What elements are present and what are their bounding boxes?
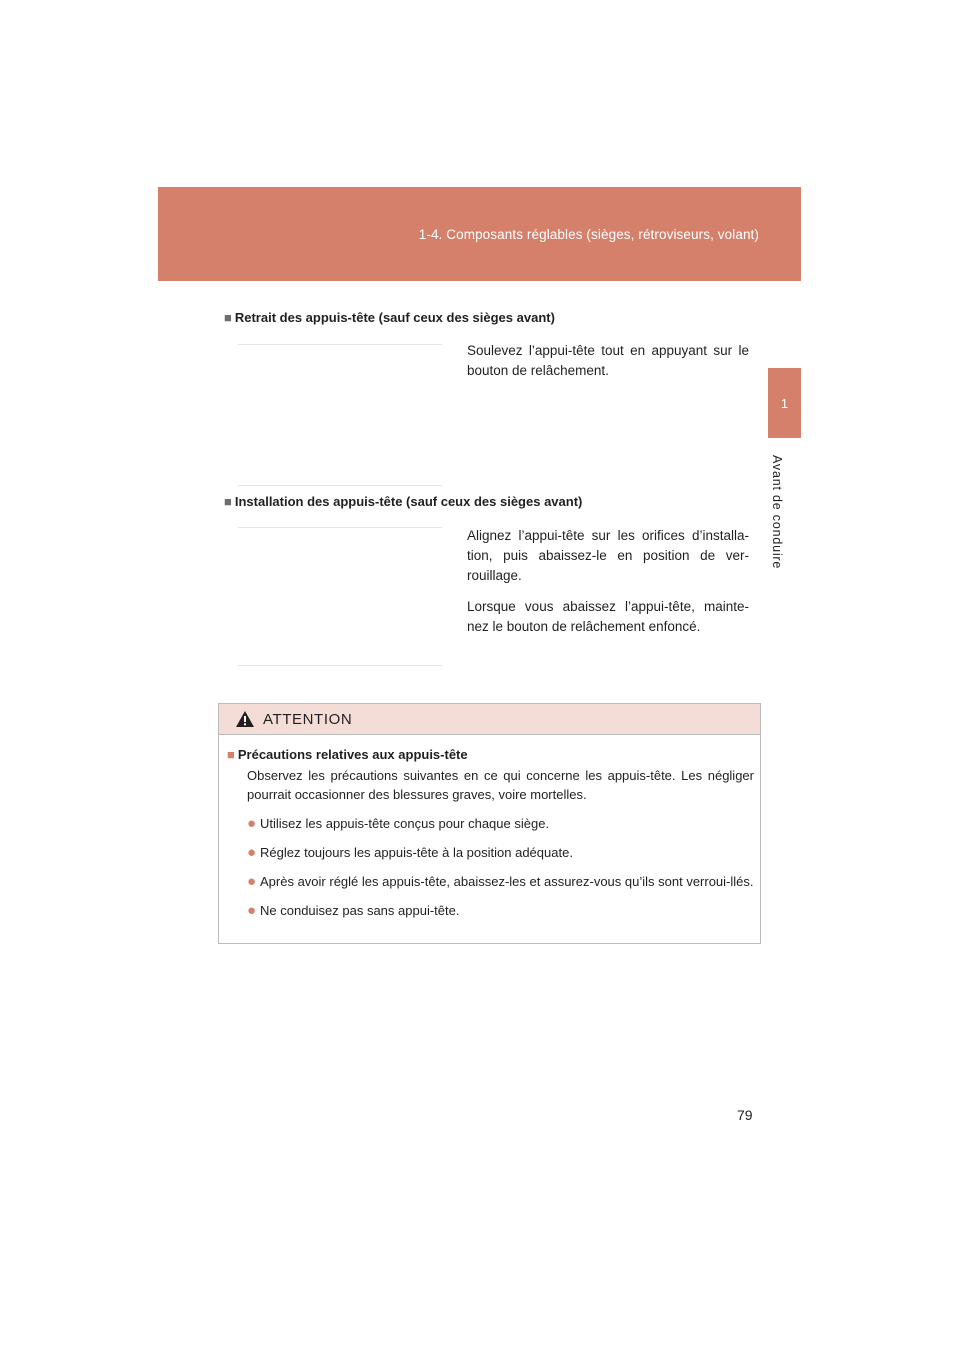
header-band (158, 187, 801, 281)
figure-rule (238, 344, 442, 345)
warning-triangle-icon (235, 710, 255, 728)
section-heading-installation (224, 494, 582, 509)
section-marker: ■ (224, 494, 232, 509)
attention-title: ATTENTION (263, 710, 353, 728)
bullet-item (247, 843, 754, 862)
bullet-item (247, 901, 754, 920)
bullet-icon: ● (247, 844, 257, 861)
paragraph: Alignez l’appui-tête sur les orifices d’installa-tion, puis abaissez-le en position de ver-rouillage. (467, 528, 749, 583)
page-number: 79 (737, 1107, 753, 1123)
bullet-text: Après avoir réglé les appuis-tête, abaissez-les et assurez-vous qu’ils sont verroui-llés. (260, 874, 754, 889)
removal-instructions (467, 341, 749, 392)
attention-box (218, 703, 761, 944)
bullet-text: Réglez toujours les appuis-tête à la position adéquate. (260, 845, 573, 860)
bullet-item (247, 872, 754, 891)
bullet-icon: ● (247, 873, 257, 890)
attention-intro: Observez les précautions suivantes en ce qui concerne les appuis-tête. Les négliger pourrait occasionner des blessures graves, voire mortelles. (247, 768, 754, 802)
section-marker: ■ (224, 310, 232, 325)
chapter-tab (768, 368, 801, 438)
attention-subheading (227, 747, 754, 762)
bullet-text: Ne conduisez pas sans appui-tête. (260, 903, 460, 918)
subheading-marker: ■ (227, 747, 235, 762)
figure-rule (238, 665, 442, 666)
subheading-text: Précautions relatives aux appuis-tête (237, 747, 468, 762)
installation-instructions (467, 526, 749, 648)
attention-header (219, 704, 760, 735)
figure-rule (238, 527, 442, 528)
bullet-item (247, 814, 754, 833)
attention-body (219, 735, 760, 920)
chapter-number: 1 (780, 395, 789, 411)
bullet-icon: ● (247, 902, 257, 919)
section-heading-removal (224, 310, 555, 325)
paragraph: Lorsque vous abaissez l’appui-tête, mainte-nez le bouton de relâchement enfoncé. (467, 599, 749, 634)
paragraph: Soulevez l’appui-tête tout en appuyant sur le bouton de relâchement. (467, 343, 749, 378)
section-heading-text: Installation des appuis-tête (sauf ceux des sièges avant) (234, 494, 583, 509)
bullet-icon: ● (247, 815, 257, 832)
section-title: 1-4. Composants réglables (sièges, rétroviseurs, volant) (418, 227, 759, 242)
figure-rule (238, 485, 442, 486)
bullet-text: Utilisez les appuis-tête conçus pour chaque siège. (260, 816, 550, 831)
section-heading-text: Retrait des appuis-tête (sauf ceux des sièges avant) (234, 310, 555, 325)
chapter-label: Avant de conduire (770, 455, 784, 570)
